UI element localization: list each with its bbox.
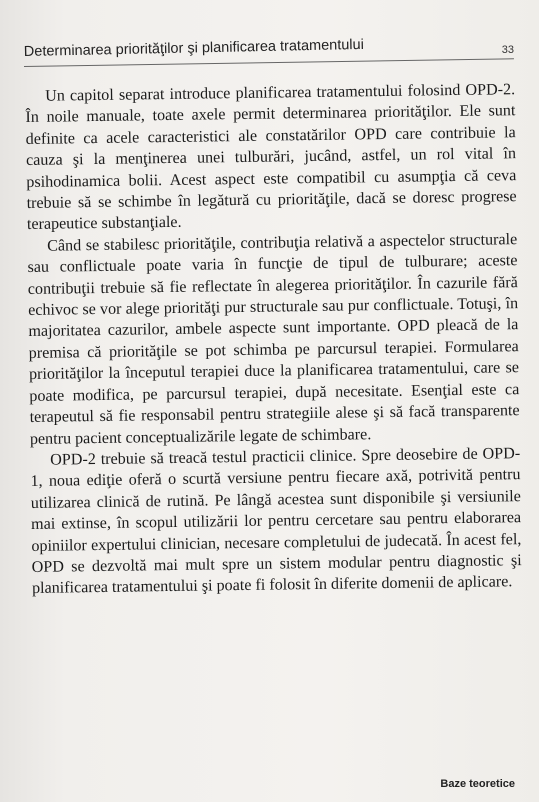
paragraph: OPD-2 trebuie să treacă testul practicii clinice. Spre deosebire de OPD-1, noua ediţie oferă o scurtă versiune pentru fiecare axă, potrivită pentru utilizarea clinică de rutină. Pe lângă acestea sunt disponibile şi versiunile mai extinse, în scopul utilizării lor pentru cercetare sau pentru elaborarea opiniilor expertului clinician, necesare completului de judecată. În acest fel, OPD se dezvoltă mai mult spre un sistem modular pentru diagnostic şi planificarea tratamentului şi poate fi folosit în diferite domenii de aplicare. (30, 445, 522, 598)
header-rule (24, 58, 514, 67)
paragraph: Când se stabilesc priorităţile, contribuţia relativă a aspectelor structurale sau conflictuale poate varia în funcţie de tipul de tulburare; aceste contribuţii trebuie să fie reflectate în alegerea priorităţilor. În cazurile fără echivoc se vor alege priorităţi pur structurale sau pur conflictuale. Totuşi, în majoritatea cazurilor, ambele aspecte sunt importante. OPD pleacă de la premisa că priorităţile se pot schimba pe parcursul terapiei. Formularea priorităţilor la începutul terapiei duce la planificarea tratamentului, care se poate modifica, pe parcursul terapiei, după necesitate. Esenţial este ca terapeutul să fie responsabil pentru strategiile alese şi să facă transparente pentru pacient conceptualizările legate de schimbare. (27, 230, 520, 448)
running-header-title: Determinarea priorităţilor şi planificarea tratamentului (23, 36, 365, 60)
running-header (23, 36, 514, 62)
page-number: 33 (501, 44, 514, 56)
paragraph: Un capitol separat introduce planificarea tratamentului folosind OPD-2. În noile manuale, toate axele permit determinarea priorităţilor. Ele sunt definite ca acele caracteristici ale constatărilor OPD care contribuie la cauza şi la menţinerea unei tulburări, jucând, astfel, un rol vital în psihodinamica bolii. Acest aspect este compatibil cu asumpţia că ceva trebuie să se schimbe în legătură cu priorităţile, dacă se doresc progrese terapeutice substanţiale. (25, 81, 517, 234)
running-footer-section: Baze teoretice (440, 778, 515, 790)
body-text (25, 79, 522, 600)
